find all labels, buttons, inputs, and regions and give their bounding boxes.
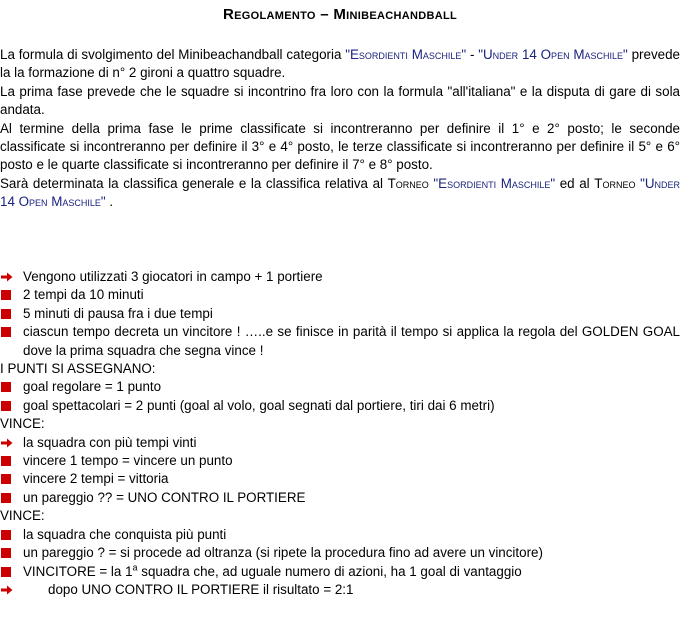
- intro-text: -: [466, 47, 479, 62]
- intro-paragraph-4: [0, 175, 680, 212]
- list-item: [0, 489, 680, 507]
- intro-paragraph-1: [0, 46, 680, 83]
- list-item: [0, 286, 680, 304]
- category-under14: "Under 14 Open Maschile": [478, 47, 628, 62]
- square-bullet-icon: [1, 548, 12, 558]
- square-bullet-icon: [1, 401, 12, 411]
- list-item: [0, 526, 680, 544]
- torneo-word: Torneo: [594, 175, 636, 191]
- rule-text: 5 minuti di pausa fra i due tempi: [23, 305, 213, 321]
- category-esordienti: "Esordienti Maschile": [433, 175, 556, 191]
- list-item: [0, 397, 680, 415]
- rule-text: un pareggio ? = si procede ad oltranza (si ripete la procedura fino ad avere un vincitore): [23, 545, 543, 561]
- square-bullet-icon: [1, 456, 12, 466]
- intro-text: Sarà determinata la classifica generale e la classifica relativa al: [0, 175, 388, 191]
- intro-section: [0, 46, 680, 212]
- list-item: [0, 305, 680, 323]
- list-item: [0, 434, 680, 452]
- vince-header: VINCE:: [0, 416, 45, 432]
- list-item: [0, 544, 680, 562]
- page-title: Regolamento – Minibeachandball: [223, 6, 457, 23]
- rule-text: vincere 1 tempo = vincere un punto: [23, 453, 233, 469]
- list-item: [0, 268, 680, 286]
- list-item: [0, 378, 680, 396]
- square-bullet-icon: [1, 290, 12, 300]
- square-bullet-icon: [1, 493, 12, 503]
- rule-text: un pareggio ?? = UNO CONTRO IL PORTIERE: [23, 489, 306, 505]
- rule-text: goal spettacolari = 2 punti (goal al volo, goal segnati dal portiere, tiri dai 6 metri): [23, 397, 495, 413]
- intro-text: La formula di svolgimento del Minibeachandball categoria: [0, 47, 346, 62]
- ordinal-superscript: a: [132, 562, 138, 573]
- rule-text: la squadra che conquista più punti: [23, 526, 227, 542]
- category-esordienti: "Esordienti Maschile": [345, 47, 467, 62]
- rules-section: [0, 268, 680, 599]
- intro-paragraph-2: La prima fase prevede che le squadre si incontrino fra loro con la formula "all'italiana" e la disputa di gare di sola andata.: [0, 83, 680, 118]
- intro-paragraph-3: Al termine della prima fase le prime classificate si incontreranno per definire il 1° e 2° posto; le seconde classificate si incontreranno per definire il 3° e 4° posto, le terze classificate si incontreranno per definire il 5° e 6° posto e le quarte classificate si incontreranno per definire il 7° e 8° posto.: [0, 120, 680, 173]
- intro-text: prevede la la formazione di n° 2 gironi a quattro squadre.: [0, 47, 680, 81]
- square-bullet-icon: [1, 309, 12, 319]
- arrow-bullet-icon: [1, 438, 12, 448]
- square-bullet-icon: [1, 530, 12, 540]
- rule-text: goal regolare = 1 punto: [23, 379, 162, 395]
- square-bullet-icon: [1, 567, 12, 577]
- punti-header: I PUNTI SI ASSEGNANO:: [0, 361, 156, 377]
- category-under14: "Under 14 Open Maschile": [0, 175, 680, 210]
- rule-text: ciascun tempo decreta un vincitore ! …..e se finisce in parità il tempo si applica la regola del GOLDEN GOAL dove la prima squadra che segna vince !: [23, 324, 680, 358]
- rule-text: dopo UNO CONTRO IL PORTIERE il risultato = 2:1: [48, 581, 354, 597]
- rule-text: VINCITORE = la 1: [23, 563, 133, 579]
- list-item: [0, 470, 680, 488]
- square-bullet-icon: [1, 382, 12, 392]
- square-bullet-icon: [1, 474, 12, 484]
- square-bullet-icon: [1, 327, 12, 337]
- arrow-bullet-icon: [1, 272, 12, 282]
- list-item: [0, 563, 680, 581]
- rule-text: vincere 2 tempi = vittoria: [23, 471, 169, 487]
- rule-text: Vengono utilizzati 3 giocatori in campo + 1 portiere: [23, 269, 323, 284]
- list-item: [0, 452, 680, 470]
- torneo-word: Torneo: [387, 175, 429, 191]
- rule-text: 2 tempi da 10 minuti: [23, 287, 144, 303]
- intro-text: ed al: [555, 175, 595, 191]
- arrow-bullet-icon: [1, 585, 12, 595]
- intro-text: .: [105, 194, 114, 210]
- rule-text: squadra che, ad uguale numero di azioni, ha 1 goal di vantaggio: [137, 563, 522, 579]
- rule-text: la squadra con più tempi vinti: [23, 434, 197, 450]
- list-item: [0, 581, 680, 599]
- vince-header: VINCE:: [0, 508, 45, 524]
- list-item: [0, 323, 680, 360]
